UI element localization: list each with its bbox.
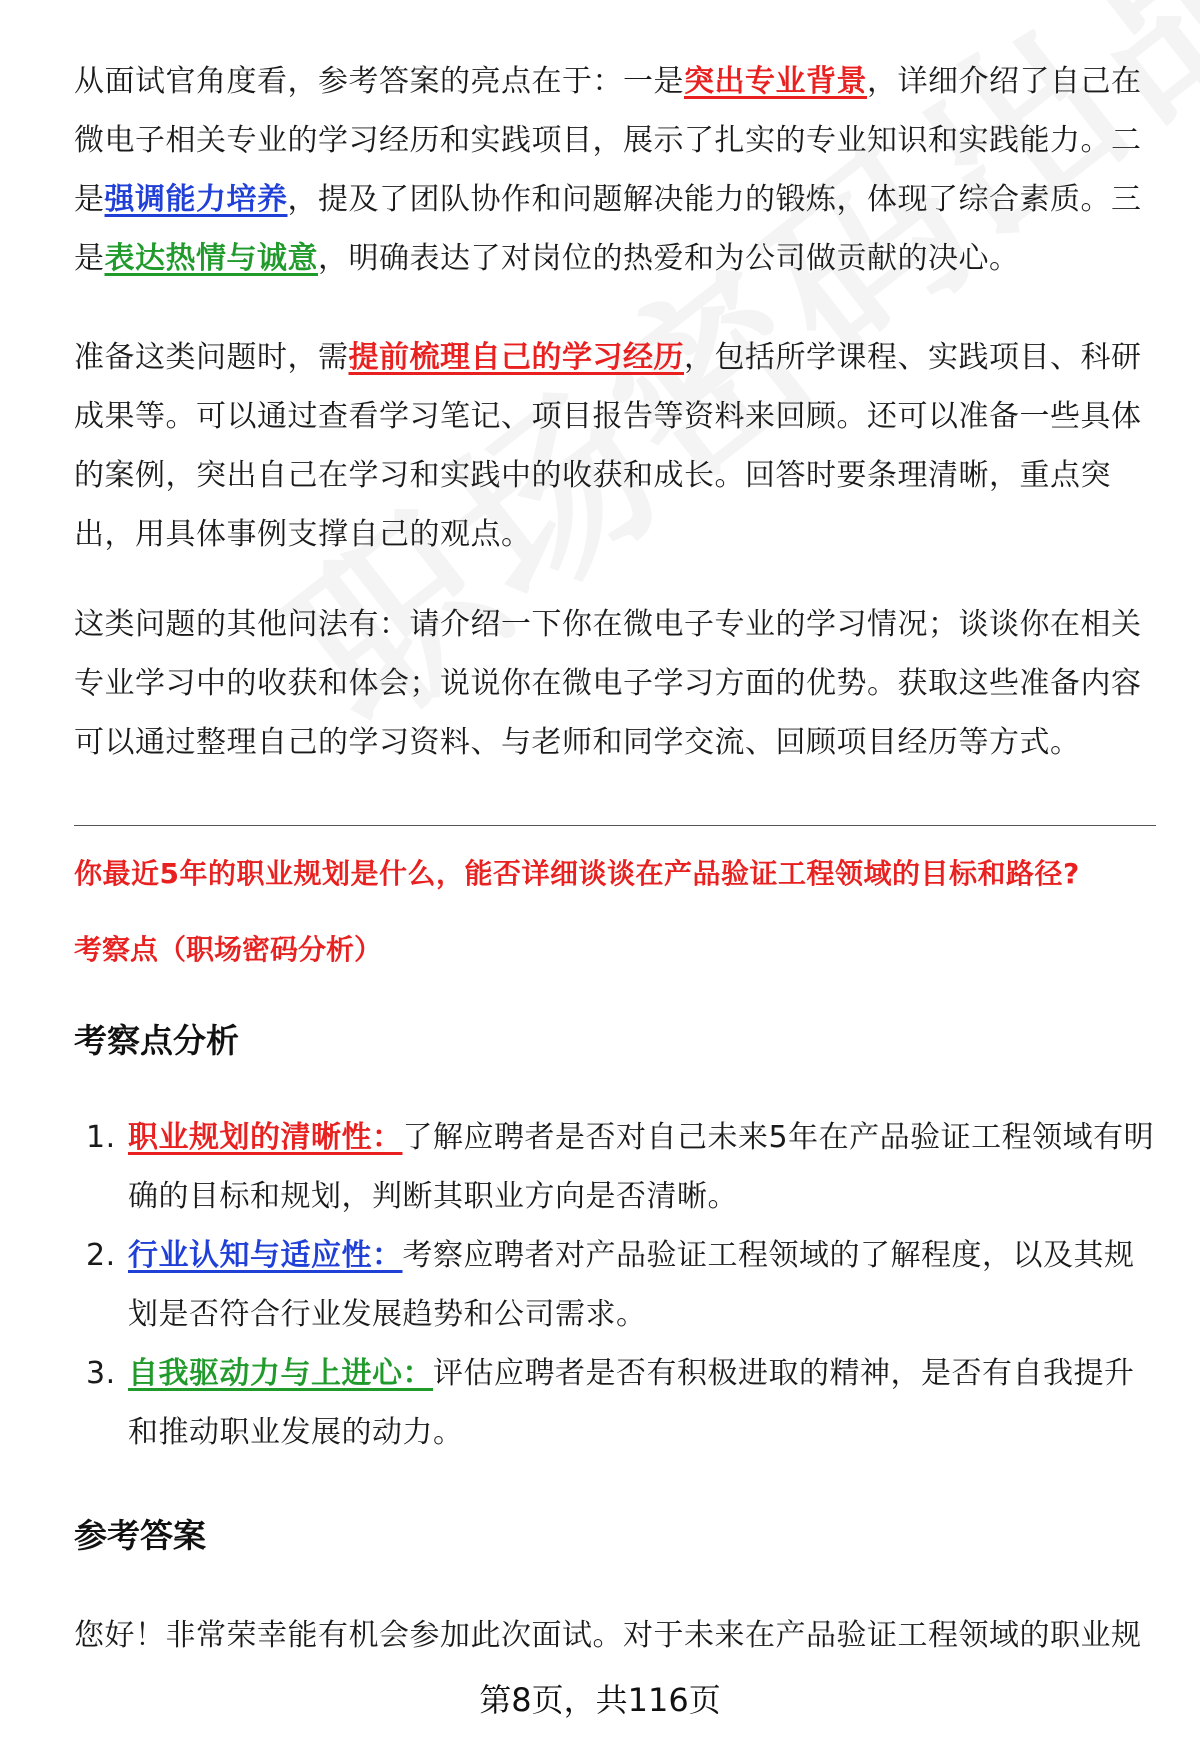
analysis-text: 了解应聘者是否对自己未来5年在产品验证工程领域有明确的目标和规划，判断其职业方向是否清晰。	[128, 1120, 1155, 1214]
list-item	[74, 1344, 1164, 1462]
paragraph-other-questions: 这类问题的其他问法有：请介绍一下你在微电子专业的学习情况；谈谈你在相关专业学习中的收获和体会；说说你在微电子学习方面的优势。获取这些准备内容可以通过整理自己的学习资料、与老师和同学交流、回顾项目经历等方式。	[74, 607, 1142, 760]
analysis-label: 职业规划的清晰性：	[128, 1120, 403, 1155]
answer-text: 您好！非常荣幸能有机会参加此次面试。对于未来在产品验证工程领域的职业规	[74, 1618, 1142, 1653]
answer-heading: 参考答案	[74, 1516, 206, 1555]
analysis-label: 自我驱动力与上进心：	[128, 1356, 433, 1391]
list-item	[74, 1108, 1164, 1226]
text-segment: ，详细介绍了自己在微电子相关专业的学习经历和实践项目，展示了扎实的专业知识和实践能力。二是	[74, 64, 1142, 217]
text-segment: 准备这类问题时，需	[74, 340, 349, 375]
analysis-text: 评估应聘者是否有积极进取的精神，是否有自我提升和推动职业发展的动力。	[128, 1356, 1135, 1450]
list-number: 2.	[86, 1238, 116, 1273]
text-segment: ，明确表达了对岗位的热爱和为公司做贡献的决心。	[318, 241, 1020, 276]
highlight-ability-training: 强调能力培养	[104, 182, 288, 217]
text-segment: ，提及了团队协作和问题解决能力的锻炼，体现了综合素质。三是	[74, 182, 1142, 276]
highlight-review-learning: 提前梳理自己的学习经历	[348, 340, 684, 375]
text-segment: 从面试官角度看，参考答案的亮点在于：一是	[74, 64, 684, 99]
analysis-list	[74, 1108, 1164, 1462]
analysis-text: 考察应聘者对产品验证工程领域的了解程度，以及其规划是否符合行业发展趋势和公司需求。	[128, 1238, 1135, 1332]
highlight-passion-sincerity: 表达热情与诚意	[104, 241, 318, 276]
list-item	[74, 1226, 1164, 1344]
assessment-point-tag: 考察点（职场密码分析）	[74, 933, 383, 966]
list-number: 3.	[86, 1356, 116, 1391]
page-footer: 第8页，共116页	[479, 1681, 721, 1719]
section-divider	[74, 825, 1156, 826]
interview-question: 你最近5年的职业规划是什么，能否详细谈谈在产品验证工程领域的目标和路径?	[74, 857, 1080, 890]
paragraph-interviewer-view	[74, 52, 1154, 288]
list-number: 1.	[86, 1120, 116, 1155]
text-segment: ，包括所学课程、实践项目、科研成果等。可以通过查看学习笔记、项目报告等资料来回顾。还可以准备一些具体的案例，突出自己在学习和实践中的收获和成长。回答时要条理清晰，重点突出，用具体事例支撑自己的观点。	[74, 340, 1142, 552]
analysis-label: 行业认知与适应性：	[128, 1238, 403, 1273]
highlight-professional-background: 突出专业背景	[684, 64, 867, 99]
paragraph-preparation	[74, 328, 1154, 564]
analysis-heading: 考察点分析	[74, 1021, 239, 1060]
